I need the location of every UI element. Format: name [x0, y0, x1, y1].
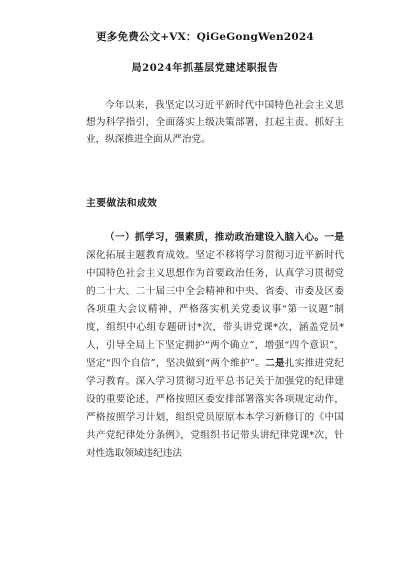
- paragraph-text-2: 扎实推进党纪学习教育。深入学习贯彻习近平总书记关于加强党的纪律建设的重要论述，严格按照区委安排部署落实各项规定动作，严格按照学习计划，组织党员原原本本学习新修订的《中国共产党纪律处分条例》，党组织书记带头讲纪律党课*次，针对性选取领域违纪违法: [86, 358, 345, 459]
- section-heading: 主要做法和成效: [86, 198, 158, 209]
- document-title: 局2024年抓基层党建述职报告: [131, 63, 279, 74]
- intro-paragraph: 今年以来，我坚定以习近平新时代中国特色社会主义思想为科学指引，全面落实上级决策部署，扛起主责、抓好主业，纵深推进全面从严治党。: [86, 100, 344, 145]
- watermark-header: 更多免费公文+VX：QiGeGongWen2024: [96, 31, 314, 43]
- paragraph-lead-bold: （一）抓学习，强素质，推动政治建设入脑入心。一是: [105, 232, 344, 243]
- paragraph-mid-bold: 二是: [265, 358, 285, 369]
- body-paragraph: [86, 229, 344, 463]
- paragraph-text-1: 深化拓展主题教育成效。坚定不移将学习贯彻习近平新时代中国特色社会主义思想作为首要政治任务，认真学习贯彻党的二十大、二十届三中全会精神和中央、省委、市委及区委各项重大会议精神，严格落实机关党委议事“第一议题”制度，组织中心组专题研讨*次，带头讲党课*次，涵盖党员*人，引导全局上下坚定拥护“两个确立”，增强“四个意识”，坚定“四个自信”，坚决做到“两个维护”。: [86, 250, 344, 369]
